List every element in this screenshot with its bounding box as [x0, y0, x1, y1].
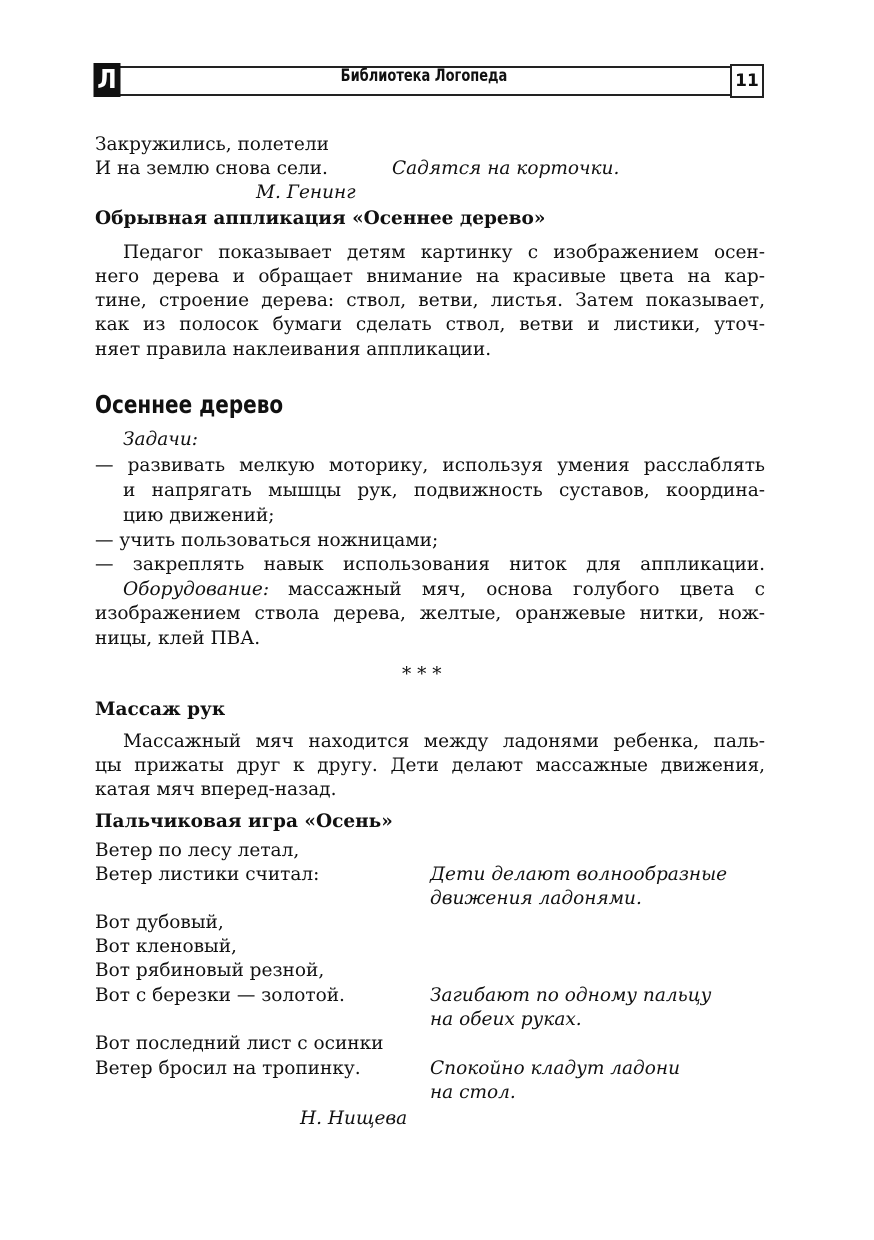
task-line: — учить пользоваться ножницами; [95, 530, 439, 551]
section-title: Обрывная аппликация «Осеннее дерево» [95, 208, 546, 229]
poem-line: И на землю снова сели. [95, 158, 328, 179]
poem-line: Вот кленовый, [95, 936, 237, 957]
paragraph-line: тине, строение дерева: ствол, ветви, листья. Затем показывает, [95, 290, 765, 311]
equipment-line: ницы, клей ПВА. [95, 628, 261, 649]
paragraph-line: цы прижаты друг к другу. Дети делают массажные движения, [95, 755, 765, 776]
poem-line: Вот дубовый, [95, 912, 224, 933]
equipment-line: изображением ствола дерева, желтые, оранжевые нитки, нож- [95, 603, 765, 624]
poem-author: Н. Нищева [300, 1108, 408, 1129]
poem-action: Садятся на корточки. [392, 158, 620, 179]
logo: Л [94, 63, 121, 97]
task-line: цию движений; [123, 505, 275, 526]
poem-line: Ветер листики считал: [95, 864, 320, 885]
section-title: Массаж рук [95, 699, 226, 720]
tasks-label: Задачи: [123, 429, 198, 450]
poem-action: на стол. [430, 1082, 516, 1103]
poem-line: Закружились, полетели [95, 134, 329, 155]
paragraph-line: Массажный мяч находится между ладонями ребенка, паль- [123, 731, 765, 752]
poem-line: Ветер по лесу летал, [95, 840, 300, 861]
poem-author: М. Генинг [256, 182, 356, 203]
paragraph-line: няет правила наклеивания аппликации. [95, 339, 492, 360]
poem-line: Вот с березки — золотой. [95, 985, 345, 1006]
task-line: — развивать мелкую моторику, используя умения расслаблять [95, 455, 765, 476]
paragraph-line: катая мяч вперед-назад. [95, 779, 337, 800]
poem-line: Ветер бросил на тропинку. [95, 1058, 361, 1079]
header-rule-bottom [118, 94, 730, 96]
poem-action: движения ладонями. [430, 888, 642, 909]
section-heading: Осеннее дерево [95, 390, 284, 419]
paragraph-line: как из полосок бумаги сделать ствол, ветви и листики, уточ- [95, 314, 765, 335]
equipment-label: Оборудование: [123, 579, 270, 600]
separator: * * * [402, 664, 442, 685]
equipment-line: массажный мяч, основа голубого цвета с [288, 579, 765, 600]
task-line: и напрягать мышцы рук, подвижность суставов, координа- [123, 480, 765, 501]
paragraph-line: него дерева и обращает внимание на красивые цвета на кар- [95, 266, 765, 287]
section-title: Пальчиковая игра «Осень» [95, 811, 393, 832]
poem-action: Спокойно кладут ладони [430, 1058, 681, 1079]
poem-line: Вот рябиновый резной, [95, 960, 325, 981]
page-number: 11 [730, 64, 764, 98]
poem-action: Загибают по одному пальцу [430, 985, 712, 1006]
task-line: — закреплять навык использования ниток для аппликации. [95, 554, 765, 575]
poem-action: на обеих руках. [430, 1009, 582, 1030]
running-header-title: Библиотека Логопеда [340, 66, 508, 86]
poem-line: Вот последний лист с осинки [95, 1033, 384, 1054]
paragraph-line: Педагог показывает детям картинку с изображением осен- [123, 242, 765, 263]
poem-action: Дети делают волнообразные [430, 864, 728, 885]
